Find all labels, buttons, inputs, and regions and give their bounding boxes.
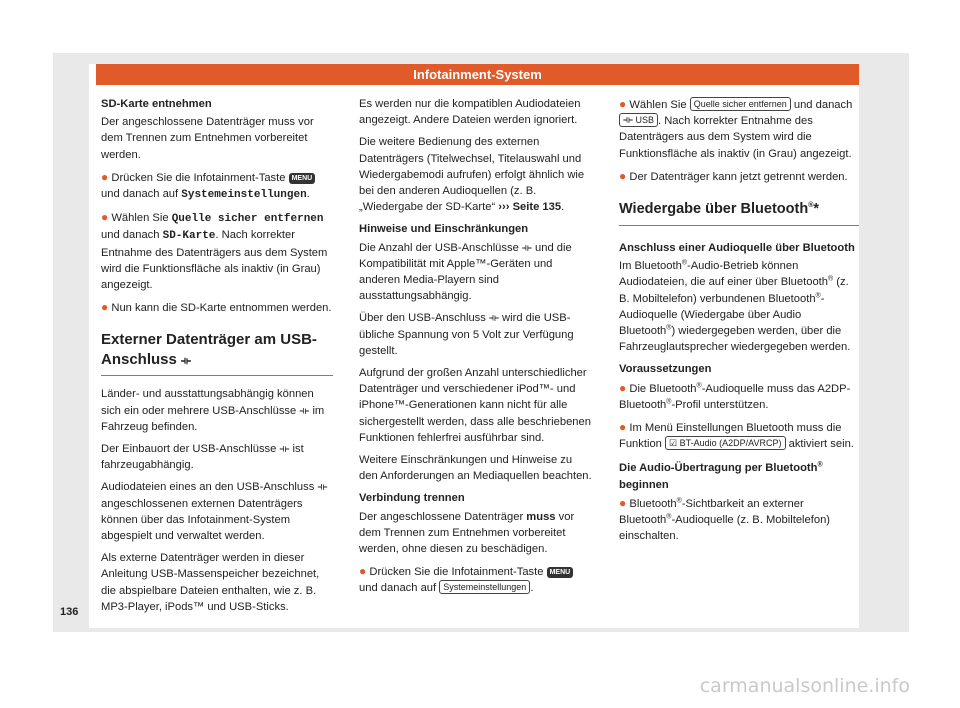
column-1 [101,96,333,621]
bullet-dot: ● [359,564,367,579]
page-number: 136 [60,606,79,618]
bullet-dot: ● [619,495,627,510]
menu-key-icon: MENU [547,567,574,578]
menu-term: Systemeinstellungen [181,189,307,202]
heading-hinweise: Hinweise und Einschränkungen [359,223,529,236]
column-2 [359,96,593,603]
bullet-dot: ● [101,300,109,315]
bt-audio-checkbox[interactable]: ☑ BT-Audio (A2DP/AVRCP) [665,436,785,450]
paragraph: Der Einbauort der USB-Anschlüsse ⟛ ist fahrzeugabhängig. [101,443,304,472]
bullet-item: ● Nun kann die SD-Karte entnommen werden. [101,300,332,315]
bullet-dot: ● [619,168,627,183]
usb-icon: ⟛ [488,312,499,325]
heading-bluetooth: Wiedergabe über Bluetooth®* [619,199,859,226]
bullet-item: ● Wählen Sie Quelle sicher entfernen und danach ⟛ USB . Nach korrekter Entnahme des Datenträgers aus dem System wird die Funktionsfläche als inaktiv (in Grau) angezeigt. [619,97,853,160]
page-reference-link[interactable]: ››› Seite 135 [498,201,562,214]
paragraph: Die weitere Bedienung des externen Datenträgers (Titelwechsel, Titelauswahl und Wiedergabemodi aufrufen) erfolgt ähnlich wie bei den anderen Audioquellen (z. B. „Wiedergabe der SD-Karte“ ››› Seite 135. [359,136,585,214]
usb-button[interactable]: ⟛ USB [619,113,658,127]
paragraph: Über den USB-Anschluss ⟛ wird die USB-übliche Spannung von 5 Volt zur Verfügung gestellt. [359,312,574,357]
section-header: Infotainment-System [96,64,859,85]
paragraph: Die Anzahl der USB-Anschlüsse ⟛ und die Kompatibilität mit Apple™-Geräten und anderen Media-Playern sind ausstattungsabhängig. [359,241,572,303]
paragraph: Im Bluetooth®-Audio-Betrieb können Audiodateien, die auf einer über Bluetooth® (z. B. Mobiltelefon) verbundenen Bluetooth®-Audioquelle (Wiedergabe über Audio Bluetooth®) wiedergegeben werden, über die Fahrzeuglautsprecher wiedergegeben werden. [619,259,851,354]
bullet-item: ● Der Datenträger kann jetzt getrennt werden. [619,168,848,183]
quelle-sicher-entfernen-button[interactable]: Quelle sicher entfernen [690,97,791,111]
usb-icon: ⟛ [317,481,328,494]
paragraph: Weitere Einschränkungen und Hinweise zu den Anforderungen an Mediaquellen beachten. [359,454,592,483]
bullet-dot: ● [101,169,109,184]
paragraph: Als externe Datenträger werden in dieser Anleitung USB-Massenspeicher bezeichnet, die abspielbare Dateien enthalten, wie z. B. MP3-Player, iPods™ und USB-Sticks. [101,552,320,613]
bullet-dot: ● [619,97,627,111]
menu-key-icon: MENU [289,173,316,184]
menu-term: Quelle sicher entfernen [171,213,324,226]
bullet-item: ● Wählen Sie Quelle sicher entfernen und danach SD-Karte. Nach korrekter Entnahme des Datenträgers aus dem System wird die Funktionsfläche als inaktiv (in Grau) angezeigt. [101,210,328,292]
heading-verbindung-trennen: Verbindung trennen [359,492,465,505]
bullet-item: ● Bluetooth®-Sichtbarkeit an externer Bluetooth®-Audioquelle (z. B. Mobiltelefon) einschalten. [619,495,831,543]
bullet-dot: ● [101,210,109,225]
heading-audio-uebertragung: Die Audio-Übertragung per Bluetooth® beginnen [619,461,823,491]
systemeinstellungen-button[interactable]: Systemeinstellungen [439,580,530,594]
checkbox-icon: ☑ [669,438,678,449]
heading-anschluss: Anschluss einer Audioquelle über Bluetooth [619,242,855,255]
paragraph: Aufgrund der großen Anzahl unterschiedlicher Datenträger und verschiedener iPod™- und iPhone™-Generationen kann nicht für alle sichergestellt werden, dass alle beschriebenen Funktionen fehlerfrei ausführbar sind. [359,367,591,444]
usb-icon: ⟛ [623,114,633,127]
menu-term: SD-Karte [162,230,216,243]
bullet-item: ● Drücken Sie die Infotainment-Taste MENU und danach auf Systemeinstellungen. [101,169,333,203]
bullet-item: ● Im Menü Einstellungen Bluetooth muss die Funktion ☑ BT-Audio (A2DP/AVRCP) aktiviert sein. [619,420,854,451]
usb-icon: ⟛ [279,443,290,456]
bullet-dot: ● [619,380,627,395]
usb-icon: ⟛ [181,355,191,368]
heading-voraussetzungen: Voraussetzungen [619,363,712,376]
paragraph: Länder- und ausstattungsabhängig können sich ein oder mehrere USB-Anschlüsse ⟛ im Fahrzeug befinden. [101,388,325,433]
usb-icon: ⟛ [299,404,310,417]
paragraph: Es werden nur die kompatiblen Audiodateien angezeigt. Andere Dateien werden ignoriert. [359,98,581,127]
watermark: carmanualsonline.info [699,675,910,697]
heading-sd-karte: SD-Karte entnehmen [101,98,212,110]
paragraph: Der angeschlossene Datenträger muss vor dem Trennen zum Entnehmen vorbereitet werden, ohne diesen zu beschädigen. [359,510,575,556]
heading-usb: Externer Datenträger am USB-Anschluss ⟛ [101,330,333,376]
usb-icon: ⟛ [521,241,532,254]
bullet-item: ● Drücken Sie die Infotainment-Taste MENU und danach auf Systemeinstellungen . [359,563,593,596]
paragraph: Der angeschlossene Datenträger muss vor dem Trennen zum Entnehmen vorbereitet werden. [101,116,314,161]
bullet-dot: ● [619,420,627,435]
paragraph: Audiodateien eines an den USB-Anschluss ⟛ angeschlossenen externen Datenträgers können über das Infotainment-System abgespielt und verwaltet werden. [101,481,328,543]
column-3 [619,96,859,550]
bullet-item: ● Die Bluetooth®-Audioquelle muss das A2DP-Bluetooth®-Profil unterstützen. [619,380,851,411]
